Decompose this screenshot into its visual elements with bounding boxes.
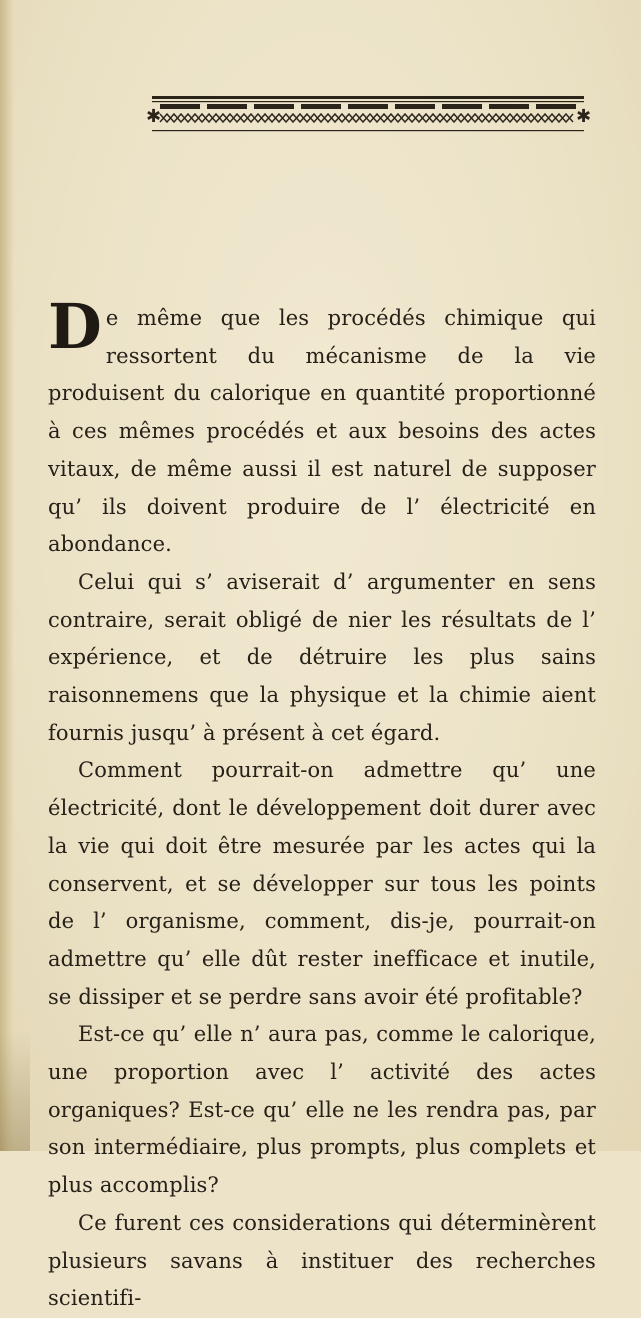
body-text bbox=[48, 290, 596, 1318]
drop-cap: D bbox=[48, 290, 102, 363]
svg-text:✱: ✱ bbox=[576, 106, 592, 127]
paragraph-2: Celui qui s’ aviserait d’ argumenter en sens contraire, serait obligé de nier les résultats de l’ expérience, et de détruire les plus sains raisonnemens que la physique et la chimie aient fournis jusqu’ à présent à cet égard. bbox=[48, 569, 596, 745]
decorative-border-band-icon bbox=[146, 92, 592, 136]
paragraph-3: Comment pourrait-on admettre qu’ une électricité, dont le développement doit durer avec la vie qui doit être mesurée par les actes qui la conservent, et se développer sur tous les points de l’ organisme, comment, dis-je, pourrait-on admettre qu’ elle dût rester inefficace et inutile, se dissiper et se perdre sans avoir été profitable? bbox=[48, 758, 596, 1009]
page-corner-shadow bbox=[0, 1031, 30, 1151]
paragraph-1-text: e même que les procédés chimique qui ressortent du mécanisme de la vie produisent du calorique en quantité proportionné à ces mêmes procédés et aux besoins des actes vitaux, de même aussi il est naturel de supposer qu’ ils doivent produire de l’ électricité en abondance. bbox=[48, 306, 596, 557]
paragraph-4: Est-ce qu’ elle n’ aura pas, comme le calorique, une proportion avec l’ activité des actes organiques? Est-ce qu’ elle ne les rendra pas, par son intermédiaire, plus prompts, plus complets et plus accomplis? bbox=[48, 1022, 596, 1198]
page-binding-edge bbox=[0, 0, 14, 1151]
paragraph-1 bbox=[48, 290, 596, 564]
paragraph-5: Ce furent ces considerations qui déterminèrent plusieurs savans à instituer des recherches scientifi- bbox=[48, 1210, 596, 1311]
svg-text:✱: ✱ bbox=[146, 106, 162, 127]
